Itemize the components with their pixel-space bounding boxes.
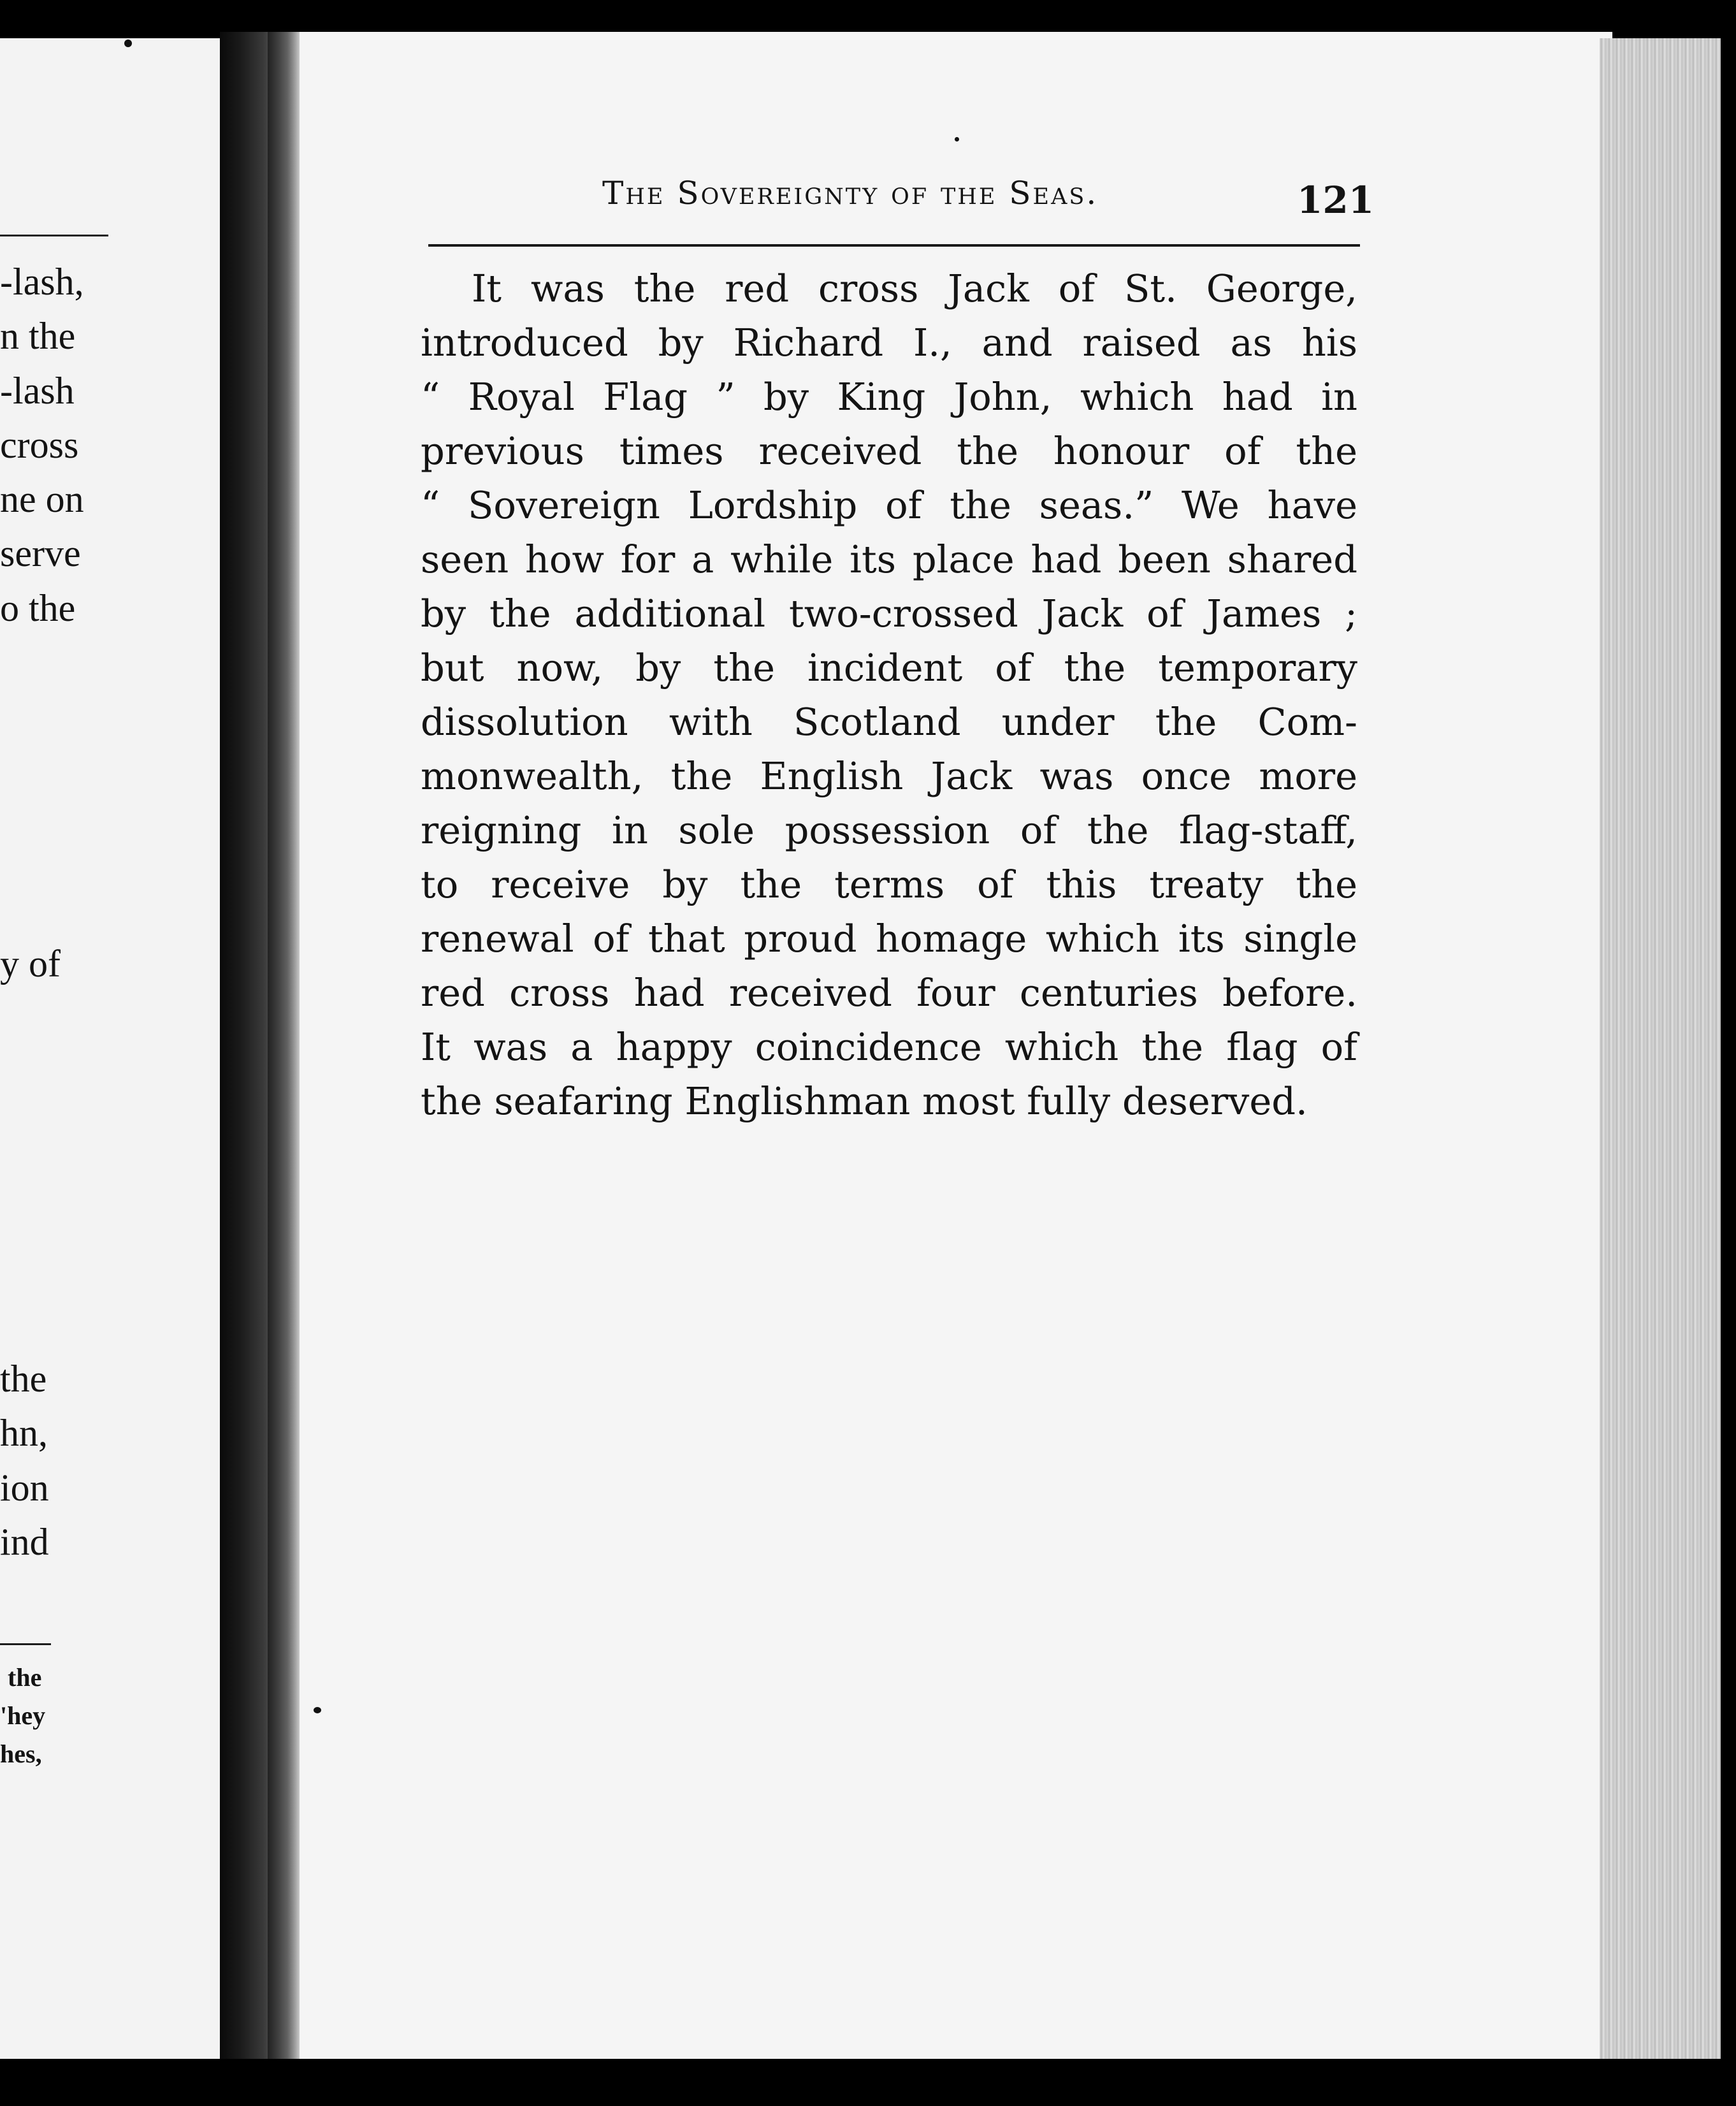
left-footnote-rule	[0, 1643, 51, 1645]
left-page-line: -lash	[0, 370, 75, 412]
left-page-line: ion	[0, 1467, 49, 1509]
text-line: dissolution with Scotland under the Com-	[421, 700, 1357, 744]
text-line: to receive by the terms of this treaty the	[421, 862, 1357, 906]
body-paragraph	[421, 261, 1357, 1128]
text-line: “ Royal Flag ” by King John, which had in	[421, 375, 1357, 419]
text-line: reigning in sole possession of the flag-staff,	[421, 808, 1357, 852]
left-page-line: ne on	[0, 478, 84, 520]
left-footnote-line: hes,	[0, 1739, 42, 1768]
text-line: renewal of that proud homage which its single	[421, 917, 1357, 961]
scan-edge	[1721, 38, 1736, 2106]
dust-speck	[124, 40, 132, 47]
text-line: It was the red cross Jack of St. George,	[472, 266, 1357, 310]
page-edges	[1600, 38, 1727, 2059]
left-page-line: the	[0, 1358, 47, 1400]
left-page-line: o the	[0, 587, 76, 629]
gutter-shadow	[268, 32, 300, 2059]
dust-speck	[314, 1707, 321, 1713]
text-line: previous times received the honour of the	[421, 429, 1357, 473]
text-line: monwealth, the English Jack was once more	[421, 754, 1357, 798]
text-line: red cross had received four centuries before.	[421, 971, 1357, 1015]
page-number: 121	[1297, 178, 1375, 222]
left-page-line: serve	[0, 532, 81, 574]
text-line: seen how for a while its place had been shared	[421, 537, 1357, 581]
left-page-rule	[0, 235, 108, 236]
text-line: “ Sovereign Lordship of the seas.” We have	[421, 483, 1357, 527]
left-page-line: ind	[0, 1521, 49, 1563]
left-page-line: y of	[0, 943, 61, 985]
text-line: by the additional two-crossed Jack of James ;	[421, 592, 1357, 635]
text-line: introduced by Richard I., and raised as his	[421, 321, 1357, 365]
left-page-line: -lash,	[0, 261, 84, 303]
running-head: The Sovereignty of the Seas.	[602, 175, 1099, 212]
text-line: the seafaring Englishman most fully deserved.	[421, 1079, 1308, 1123]
text-line: It was a happy coincidence which the flag of	[421, 1025, 1357, 1069]
left-page-line: n the	[0, 315, 76, 357]
left-footnote-line: 'hey	[0, 1701, 46, 1730]
dust-speck	[955, 137, 959, 142]
header-rule	[428, 244, 1360, 247]
left-page-line: cross	[0, 424, 79, 466]
left-footnote-line: the	[8, 1663, 42, 1692]
text-line: but now, by the incident of the temporary	[421, 646, 1357, 690]
left-page-line: hn,	[0, 1412, 48, 1454]
